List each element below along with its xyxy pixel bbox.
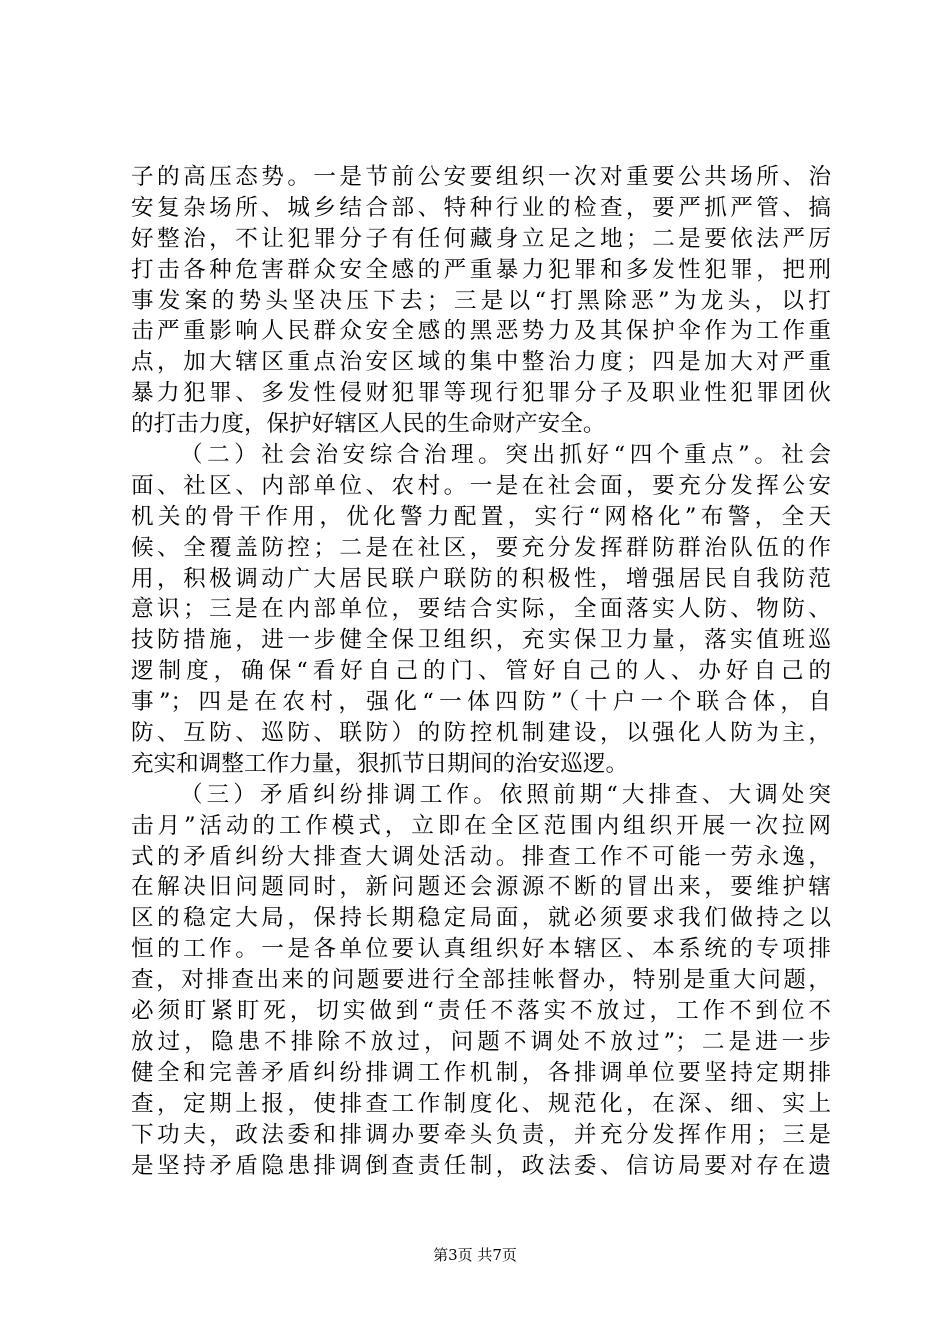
text-line: 暴力犯罪、多发性侵财犯罪等现行犯罪分子及职业性犯罪团伙: [131, 380, 831, 407]
text-line: 查，对排查出来的问题要进行全部挂帐督办，特别是重大问题，: [131, 967, 831, 994]
text-line: 点，加大辖区重点治安区域的集中整治力度；四是加大对严重: [131, 349, 831, 376]
text-line: 式的矛盾纠纷大排查大调处活动。排查工作不可能一劳永逸，: [131, 843, 831, 870]
text-line: 好整治，不让犯罪分子有任何藏身立足之地；二是要依法严厉: [131, 225, 831, 252]
text-line: 技防措施，进一步健全保卫组织，充实保卫力量，落实值班巡: [131, 627, 831, 654]
section-heading-line: （三）矛盾纠纷排调工作。依照前期“大排查、大调处突: [180, 781, 831, 808]
text-line: 放过，隐患不排除不放过，问题不调处不放过”；二是进一步: [131, 1028, 831, 1055]
text-line: 安复杂场所、城乡结合部、特种行业的检查，要严抓严管、搞: [131, 194, 831, 221]
text-line: 子的高压态势。一是节前公安要组织一次对重要公共场所、治: [131, 164, 831, 190]
text-line: 事”；四是在农村，强化“一体四防”（十户一个联合体，自: [131, 689, 831, 716]
text-line: 用，积极调动广大居民联户联防的积极性，增强居民自我防范: [131, 565, 831, 592]
text-line: 打击各种危害群众安全感的严重暴力犯罪和多发性犯罪，把刑: [131, 256, 831, 283]
text-line: 机关的骨干作用，优化警力配置，实行“网格化”布警，全天: [131, 503, 831, 530]
text-line: 逻制度，确保“看好自己的门、管好自己的人、办好自己的: [131, 658, 831, 685]
text-line: 充实和调整工作力量，狠抓节日期间的治安巡逻。: [131, 750, 629, 777]
text-line: 事发案的势头坚决压下去；三是以“打黑除恶”为龙头，以打: [131, 287, 831, 314]
text-line: 健全和完善矛盾纠纷排调工作机制，各排调单位要坚持定期排: [131, 1059, 831, 1086]
text-line: 防、互防、巡防、联防）的防控机制建设，以强化人防为主，: [131, 720, 831, 747]
text-line: 区的稳定大局，保持长期稳定局面，就必须要求我们做持之以: [131, 905, 831, 932]
body-text: [131, 162, 831, 1181]
text-line: 击严重影响人民群众安全感的黑恶势力及其保护伞作为工作重: [131, 318, 831, 345]
text-line: 的打击力度，保护好辖区人民的生命财产安全。: [131, 411, 606, 438]
text-line: 击月”活动的工作模式，立即在全区范围内组织开展一次拉网: [131, 812, 831, 839]
text-line: 必须盯紧盯死，切实做到“责任不落实不放过，工作不到位不: [131, 998, 831, 1025]
text-line: 查，定期上报，使排查工作制度化、规范化，在深、细、实上: [131, 1090, 831, 1117]
text-line: 恒的工作。一是各单位要认真组织好本辖区、本系统的专项排: [131, 936, 831, 963]
section-heading-line: （二）社会治安综合治理。突出抓好“四个重点”。社会: [180, 442, 831, 469]
text-line: 是坚持矛盾隐患排调倒查责任制，政法委、信访局要对存在遗: [131, 1152, 831, 1179]
text-line: 意识；三是在内部单位，要结合实际，全面落实人防、物防、: [131, 596, 831, 623]
text-line: 候、全覆盖防控；二是在社区，要充分发挥群防群治队伍的作: [131, 534, 831, 561]
page-number-footer: 第3页 共7页: [433, 1246, 517, 1264]
text-line: 下功夫，政法委和排调办要牵头负责，并充分发挥作用；三是: [131, 1121, 831, 1148]
text-line: 面、社区、内部单位、农村。一是在社会面，要充分发挥公安: [131, 472, 831, 499]
text-line: 在解决旧问题同时，新问题还会源源不断的冒出来，要维护辖: [131, 874, 831, 901]
